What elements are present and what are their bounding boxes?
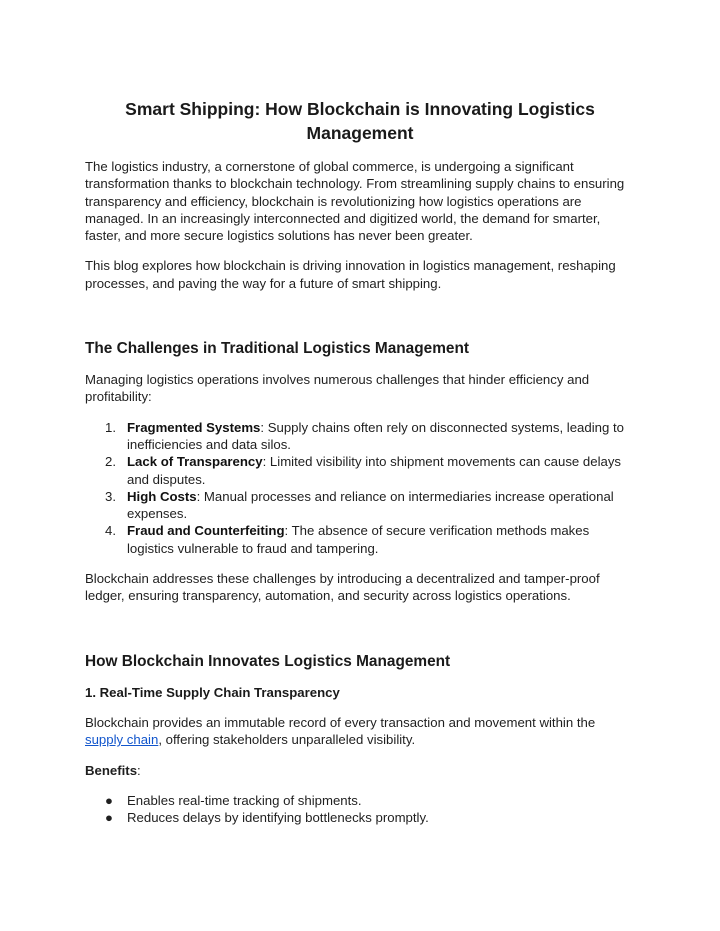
list-number: 2. [105,454,116,470]
transparency-subheading: 1. Real-Time Supply Chain Transparency [85,684,340,700]
challenge-description: : Limited visibility into shipment movements can cause delays and disputes. [127,454,622,487]
benefit-text: Reduces delays by identifying bottlenecks promptly. [127,810,429,826]
intro-paragraph-1: The logistics industry, a cornerstone of global commerce, is undergoing a significant transformation thanks to blockchain technology. From streamlining supply chains to ensuring transparency and efficiency, blockchain is revolutionizing how logistics operations are managed. In an increasingly interconnected and digitized world, the demand for smarter, faster, and more secure logistics solutions has never been greater. [85,159,625,244]
benefit-text: Enables real-time tracking of shipments. [127,792,362,808]
challenge-description: : Manual processes and reliance on intermediaries increase operational expenses. [127,488,614,522]
challenge-item-lack-of-transparency [85,453,635,488]
challenge-term: High Costs [127,488,197,504]
challenges-heading: The Challenges in Traditional Logistics Management [85,340,469,358]
supply-chain-link[interactable]: supply chain [85,732,159,748]
document-page [85,97,635,826]
challenge-item-fragmented-systems [85,419,635,454]
intro-paragraph-2: This blog explores how blockchain is driving innovation in logistics management, reshaping processes, and paving the way for a future of smart shipping. [85,258,616,291]
challenges-lead-paragraph: Managing logistics operations involves numerous challenges that hinder efficiency and profitability: [85,372,590,405]
transparency-text-after-link: , offering stakeholders unparalleled visibility. [158,732,416,748]
list-number: 3. [105,488,116,504]
list-number: 4. [105,523,116,539]
transparency-paragraph [85,714,635,749]
benefits-colon: : [137,762,141,778]
benefit-item [85,809,635,826]
challenges-closing-paragraph: Blockchain addresses these challenges by introducing a decentralized and tamper-proof ledger, ensuring transparency, automation, and security across logistics operations. [85,571,600,604]
benefits-list [85,792,635,827]
challenge-description: : Supply chains often rely on disconnected systems, leading to inefficiencies and data silos. [127,419,624,452]
bullet-icon: ● [105,792,113,808]
benefits-paragraph [85,762,635,779]
challenge-term: Fraud and Counterfeiting [127,523,285,539]
benefit-item [85,792,635,809]
challenge-term: Fragmented Systems [127,419,261,435]
challenge-term: Lack of Transparency [127,454,263,470]
bullet-icon: ● [105,810,113,826]
document-title: Smart Shipping: How Blockchain is Innovating Logistics Management [125,99,595,143]
challenges-list [85,419,635,557]
transparency-text-before-link: Blockchain provides an immutable record of every transaction and movement within the [85,714,596,730]
benefits-label: Benefits [85,762,138,778]
innovates-heading: How Blockchain Innovates Logistics Management [85,652,451,670]
challenge-description: : The absence of secure verification methods makes logistics vulnerable to fraud and tampering. [127,523,590,556]
challenge-item-high-costs [85,488,635,523]
list-number: 1. [105,419,116,435]
challenge-item-fraud-and-counterfeiting [85,522,635,557]
